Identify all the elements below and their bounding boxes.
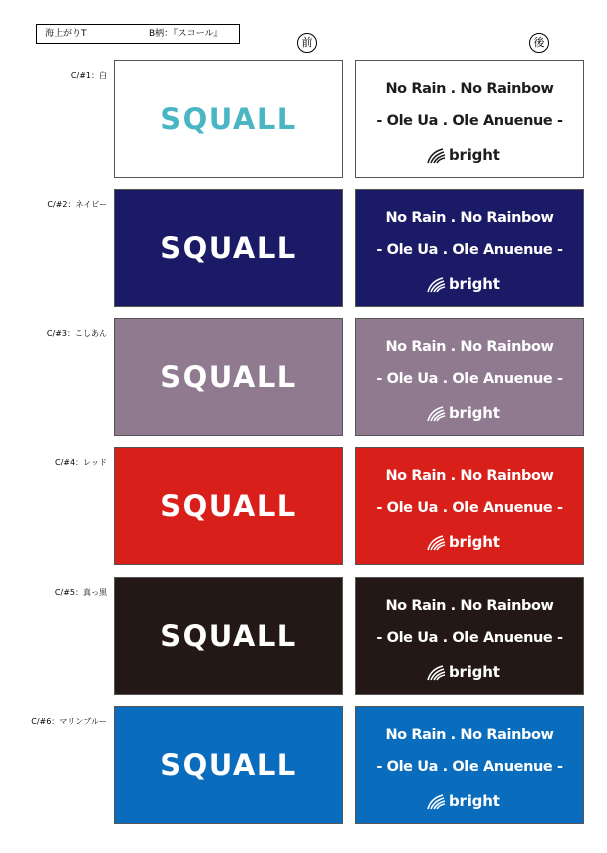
brand-logo [426, 274, 500, 294]
back-panel [355, 318, 584, 436]
product-name: 海上がりT [45, 29, 87, 39]
brand-logo [426, 662, 500, 682]
front-panel [114, 577, 343, 695]
variant-label: C/#5：真っ黒 [54, 588, 107, 597]
brand-logo [426, 791, 500, 811]
back-panel [355, 577, 584, 695]
brand-name: bright [449, 146, 500, 164]
back-subslogan: - Ole Ua . Ole Anuenue - [376, 371, 563, 387]
front-panel [114, 318, 343, 436]
back-slogan: No Rain . No Rainbow [385, 81, 554, 97]
variant-label: C/#2：ネイビー [47, 200, 107, 209]
front-panel [114, 189, 343, 307]
back-subslogan: - Ole Ua . Ole Anuenue - [376, 113, 563, 129]
brand-logo [426, 403, 500, 423]
back-subslogan: - Ole Ua . Ole Anuenue - [376, 630, 563, 646]
front-panel [114, 447, 343, 565]
brand-logo [426, 532, 500, 552]
swoosh-icon [426, 533, 446, 551]
front-header: 前 [297, 33, 317, 53]
brand-logo [426, 145, 500, 165]
brand-name: bright [449, 533, 500, 551]
title-box [36, 24, 240, 44]
back-slogan: No Rain . No Rainbow [385, 598, 554, 614]
front-text: SQUALL [160, 360, 297, 394]
variant-row-5 [0, 577, 607, 695]
front-text: SQUALL [160, 619, 297, 653]
variant-label: C/#1：白 [70, 71, 107, 80]
brand-name: bright [449, 792, 500, 810]
variant-row-3 [0, 318, 607, 436]
back-subslogan: - Ole Ua . Ole Anuenue - [376, 500, 563, 516]
back-header: 後 [529, 33, 549, 53]
variant-label: C/#6：マリンブルー [31, 717, 107, 726]
swoosh-icon [426, 663, 446, 681]
brand-name: bright [449, 663, 500, 681]
back-subslogan: - Ole Ua . Ole Anuenue - [376, 242, 563, 258]
back-slogan: No Rain . No Rainbow [385, 468, 554, 484]
swoosh-icon [426, 275, 446, 293]
front-text: SQUALL [160, 231, 297, 265]
back-panel [355, 60, 584, 178]
back-slogan: No Rain . No Rainbow [385, 727, 554, 743]
back-slogan: No Rain . No Rainbow [385, 339, 554, 355]
variant-row-1 [0, 60, 607, 178]
front-text: SQUALL [160, 489, 297, 523]
back-panel [355, 189, 584, 307]
swoosh-icon [426, 404, 446, 422]
pattern-name: B柄：『スコール』 [149, 29, 223, 39]
brand-name: bright [449, 404, 500, 422]
front-text: SQUALL [160, 102, 297, 136]
back-slogan: No Rain . No Rainbow [385, 210, 554, 226]
back-panel [355, 447, 584, 565]
variant-row-2 [0, 189, 607, 307]
front-panel [114, 60, 343, 178]
swoosh-icon [426, 792, 446, 810]
back-panel [355, 706, 584, 824]
variant-label: C/#4：レッド [55, 458, 107, 467]
front-text: SQUALL [160, 748, 297, 782]
variant-label: C/#3：こしあん [46, 329, 107, 338]
front-panel [114, 706, 343, 824]
back-subslogan: - Ole Ua . Ole Anuenue - [376, 759, 563, 775]
variant-row-6 [0, 706, 607, 824]
swoosh-icon [426, 146, 446, 164]
variant-row-4 [0, 447, 607, 565]
brand-name: bright [449, 275, 500, 293]
